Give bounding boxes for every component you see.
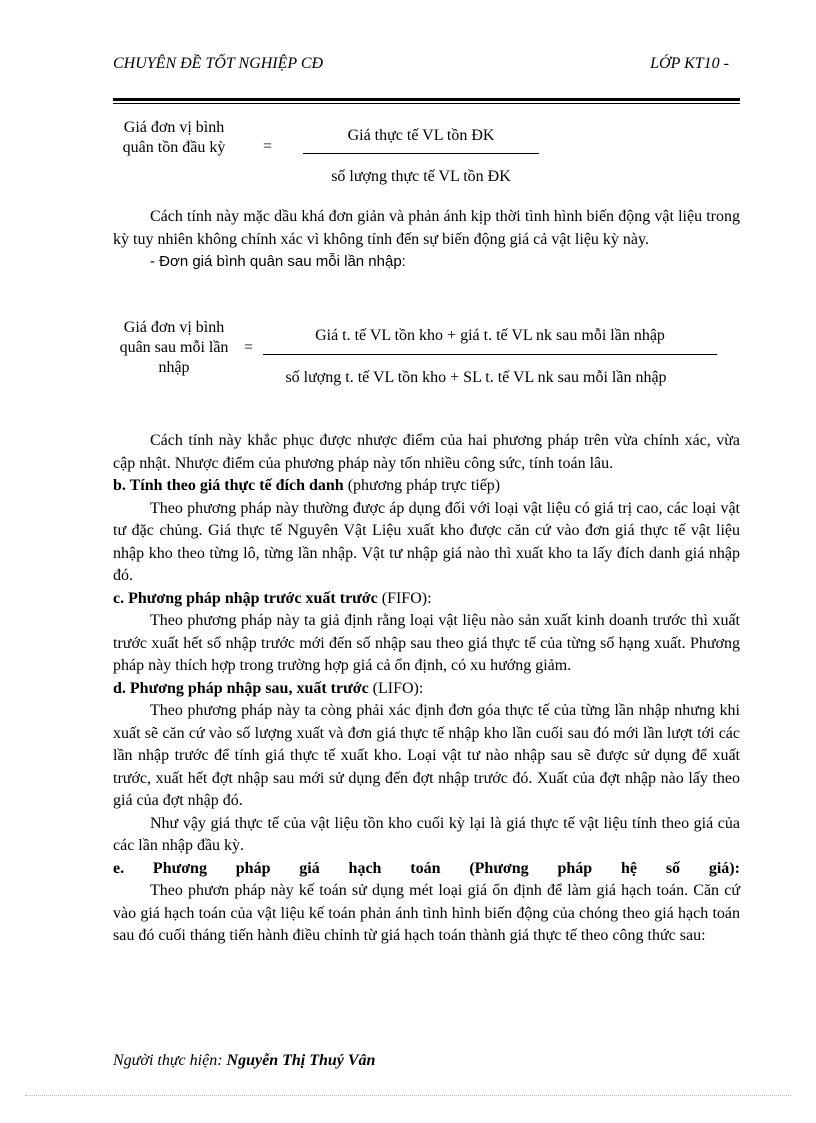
heading-word: e. [113,859,125,877]
paragraph: Cách tính này khắc phục được nhược điểm của hai phương pháp trên vừa chính xác, vừa cập nhật. Nhược điểm của phương pháp này tốn nhiều công sức, tính toán lâu. [113,432,740,472]
paragraph: Cách tính này mặc dầu khá đơn giản và phản ánh kịp thời tình hình biến động vật liệu trong kỳ tuy nhiên không chính xác vì không tính đến sự biến động giá cả vật liệu kỳ này. [113,208,740,248]
formula-equals: = [244,339,254,356]
heading-word: hệ [621,859,637,877]
formula-numerator: Giá thực tế VL tồn ĐK [347,127,495,144]
formula-denominator: số lượng t. tế VL tồn kho + SL t. tế VL nk sau mỗi lần nhập [285,369,667,386]
heading-word: pháp [557,859,593,877]
header-class: LỚP KT10 - [650,55,729,72]
heading-bold: b. Tính theo giá thực tế đích danh [113,477,344,494]
heading-bold: d. Phương pháp nhập sau, xuất trước [113,679,369,697]
paragraph: Như vậy giá thực tế của vật liệu tồn kho cuối kỳ lại là giá thực tế vật liệu tính theo giá của các lần nhập đầu kỳ. [113,814,740,854]
section-heading-e [113,858,740,881]
heading-normal: (LIFO): [368,679,424,697]
heading-word: (Phương [469,859,529,877]
footer-prefix: Người thực hiện: [113,1052,227,1069]
page-bottom-rule [25,1095,791,1096]
formula-numerator: Giá t. tế VL tồn kho + giá t. tế VL nk sau mỗi lần nhập [315,327,665,344]
fraction-bar [303,153,539,154]
section-heading-d [113,678,740,701]
heading-word: giá): [708,859,740,877]
heading-word: Phương [152,859,207,877]
formula-equals: = [263,138,273,155]
header-rule-thick [113,98,740,101]
section-heading-b [113,475,740,498]
heading-normal: (phương pháp trực tiếp) [343,477,501,494]
section-heading-c [113,588,740,611]
heading-normal: (FIFO): [377,589,432,607]
formula-denominator: số lượng thực tế VL tồn ĐK [331,168,511,185]
page-header [113,54,739,94]
formula-label: Giá đơn vị bình quân sau mỗi lần nhập [119,319,229,376]
paragraph: Theo phươn pháp này kế toán sử dụng mét loại giá ổn định để làm giá hạch toán. Căn cứ vào giá hạch toán của vật liệu kế toán phản ánh tình hình biến động của chóng theo giá hạch toán sau đó cuối tháng tiến hành điều chỉnh từ giá hạch toán thành giá thực tế theo công thức sau: [113,882,740,944]
paragraph: Theo phương pháp này thường được áp dụng đối với loại vật liệu có giá trị cao, các loại vật tư đặc chủng. Giá thực tế Nguyên Vật Liệu xuất kho được căn cứ vào đơn giá thực tế vật liệu nhập kho theo từng lô, từng lần nhập. Vật tư nhập giá nào thì xuất kho ta lấy đích danh giá nhập đó. [113,499,740,584]
header-rule-thin [113,103,740,104]
heading-bold: c. Phương pháp nhập trước xuất trước [113,589,378,607]
formula-average-opening [113,118,740,194]
heading-word: giá [299,859,320,877]
page-footer [113,1052,375,1070]
formula-label: Giá đơn vị bình quân tồn đầu kỳ [122,119,226,156]
heading-word: số [665,859,681,877]
heading-word: hạch [348,859,382,877]
formula-average-after-each-receipt [113,318,740,412]
author-name: Nguyễn Thị Thuý Vân [226,1052,376,1069]
text-block-1 [113,206,740,274]
list-item: - Đơn giá bình quân sau mỗi lần nhập: [150,253,406,270]
paragraph: Theo phương pháp này ta còng phải xác định đơn góa thực tế của từng lần nhập nhưng khi xuất sẽ căn cứ vào số lượng xuất và đơn giá thực tế nhập kho lần cuối sau đó mới lần lượt tới các lần nhập trước để tính giá thực tế xuất kho. Loại vật tư nào nhập sau sẽ được sử dụng để xuất trước, xuất hết đợt nhập sau mới sử dụng đến đợt nhập trước đó. Xuất của đợt nhập nào lấy theo giá của đợt nhập đó. [113,702,740,809]
heading-word: pháp [235,859,271,877]
text-block-2 [113,430,740,948]
heading-word: toán [410,859,441,877]
paragraph: Theo phương pháp này ta giả định rằng loại vật liệu nào sản xuất kinh doanh trước thì xuất trước xuất hết số nhập trước mới đến số nhập sau theo giá thực tế của từng số hạng xuất. Phương pháp này thích hợp trong trường hợp giá cả ổn định, có xu hướng giảm. [113,612,740,674]
fraction-bar [263,354,717,355]
header-title: CHUYÊN ĐỀ TỐT NGHIỆP CĐ [113,55,324,72]
